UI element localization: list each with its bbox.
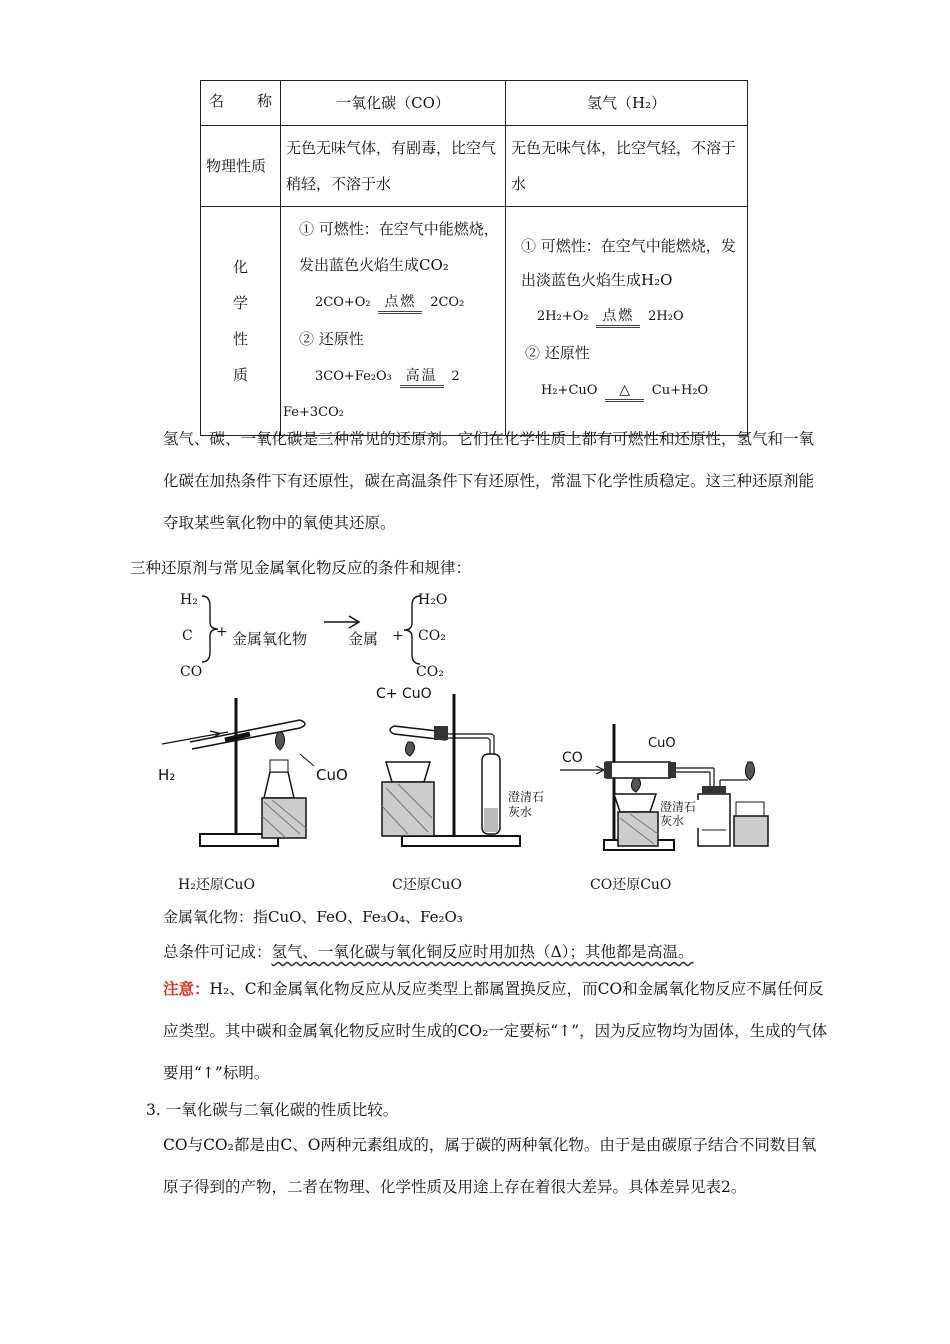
plus-sign-1: + bbox=[216, 624, 228, 640]
h2-equation-1 bbox=[511, 297, 742, 335]
condition-line bbox=[163, 940, 693, 962]
h2-equation-2 bbox=[511, 371, 742, 409]
fig2-water-label: 澄清石灰水 bbox=[508, 790, 545, 819]
co-eq1-left: 2CO+O₂ bbox=[315, 295, 371, 310]
h2-combustibility: ① 可燃性：在空气中能燃烧，发出淡蓝色火焰生成H₂O bbox=[521, 237, 736, 289]
fig3-oxide-label: CuO bbox=[648, 736, 676, 751]
h2-eq1-left: 2H₂+O₂ bbox=[537, 309, 589, 324]
metal-oxide-label: 金属氧化物 bbox=[232, 630, 308, 648]
c-apparatus-figure bbox=[372, 690, 550, 858]
h2-eq1-right: 2H₂O bbox=[648, 309, 684, 324]
chemical-co bbox=[281, 207, 506, 436]
co-co2-paragraph: CO与CO₂都是由C、O两种元素组成的，属于碳的两种氧化物。由于是由碳原子结合不同数目氧原子得到的产物，二者在物理、化学性质及用途上存在着很大差异。具体差异见表2。 bbox=[163, 1136, 817, 1196]
chemical-row bbox=[201, 207, 748, 436]
fig1-caption: H₂还原CuO bbox=[178, 877, 256, 893]
co-reducibility: ② 还原性 bbox=[299, 330, 364, 348]
h2-eq1-condition: 点燃 bbox=[596, 307, 640, 328]
co-equation-2 bbox=[281, 357, 500, 395]
co-eq2-left: 3CO+Fe₂O₃ bbox=[315, 369, 392, 384]
product-co2-2: CO₂ bbox=[416, 664, 444, 680]
fig3-water-label: 澄清石灰水 bbox=[660, 800, 702, 828]
metal-label: 金属 bbox=[348, 630, 379, 648]
reactant-c: C bbox=[182, 628, 193, 644]
chemical-label-char: 化 bbox=[232, 258, 248, 276]
fig2-top-label: C+ CuO bbox=[376, 686, 432, 702]
fig3-gas-label: CO bbox=[562, 750, 583, 766]
physical-label: 物理性质 bbox=[201, 126, 281, 207]
physical-h2: 无色无味气体，比空气轻，不溶于水 bbox=[506, 126, 748, 207]
plus-sign-2: + bbox=[392, 628, 404, 644]
fig3-caption: CO还原CuO bbox=[590, 877, 672, 893]
co-combustibility: ① 可燃性：在空气中能燃烧，发出蓝色火焰生成CO₂ bbox=[299, 220, 499, 274]
co-eq1-condition: 点燃 bbox=[378, 293, 422, 314]
h2-eq2-condition: △ bbox=[605, 381, 644, 402]
reactant-h2: H₂ bbox=[180, 592, 198, 608]
section-3-heading: 3. 一氧化碳与二氧化碳的性质比较。 bbox=[146, 1101, 399, 1119]
condition-prefix: 总条件可记成： bbox=[163, 943, 272, 961]
chemical-label-char: 性 bbox=[232, 330, 248, 348]
co-eq1-right: 2CO₂ bbox=[430, 295, 465, 310]
chemical-label-char: 质 bbox=[232, 366, 248, 384]
note-label: 注意： bbox=[163, 979, 210, 998]
fig1-gas-label: H₂ bbox=[158, 766, 176, 784]
paragraph-reducing-agents: 氢气、碳、一氧化碳是三种常见的还原剂。它们在化学性质上都有可燃性和还原性，氢气和一氧化碳在加热条件下有还原性，碳在高温条件下有还原性，常温下化学性质稳定。这三种还原剂能夺取某些氧化物中的氧使其还原。 bbox=[163, 430, 815, 532]
reactant-co: CO bbox=[180, 664, 203, 680]
header-name: 名 称 bbox=[201, 81, 281, 126]
table-header-row bbox=[201, 81, 748, 126]
note-paragraph bbox=[163, 968, 831, 1094]
chemical-label bbox=[201, 207, 281, 436]
physical-co: 无色无味气体，有剧毒，比空气稍轻，不溶于水 bbox=[281, 126, 506, 207]
co-equation-1 bbox=[281, 283, 500, 321]
product-h2o: H₂O bbox=[418, 592, 448, 608]
h2-reducibility: ② 还原性 bbox=[525, 344, 590, 362]
chemical-label-char: 学 bbox=[232, 294, 248, 312]
header-co: 一氧化碳（CO） bbox=[281, 81, 506, 126]
fig1-oxide-label: CuO bbox=[316, 766, 348, 784]
chemical-h2 bbox=[506, 207, 748, 436]
header-h2: 氢气（H₂） bbox=[506, 81, 748, 126]
h2-eq2-right: Cu+H₂O bbox=[651, 383, 709, 398]
rule-title: 三种还原剂与常见金属氧化物反应的条件和规律： bbox=[130, 559, 472, 577]
condition-text: 氢气、一氧化碳与氧化铜反应时用加热（Δ）；其他都是高温。 bbox=[271, 943, 694, 961]
product-co2-1: CO₂ bbox=[418, 628, 446, 644]
co-eq2-condition: 高温 bbox=[400, 367, 444, 388]
fig2-caption: C还原CuO bbox=[392, 877, 462, 893]
co-eq2-right: 2 bbox=[451, 369, 460, 384]
metal-oxides-line: 金属氧化物：指CuO、FeO、Fe₃O₄、Fe₂O₃ bbox=[163, 908, 463, 926]
co-eq2-continued: Fe+3CO₂ bbox=[283, 405, 344, 420]
h2-eq2-left: H₂+CuO bbox=[541, 383, 598, 398]
physical-row bbox=[201, 126, 748, 207]
comparison-table bbox=[200, 80, 748, 436]
note-text: H₂、C和金属氧化物反应从反应类型上都属置换反应，而CO和金属氧化物反应不属任何反应类型。其中碳和金属氧化物反应时生成的CO₂一定要标“↑”，因为反应物均为固体，生成的气体要用“↑”标明。 bbox=[163, 980, 828, 1082]
